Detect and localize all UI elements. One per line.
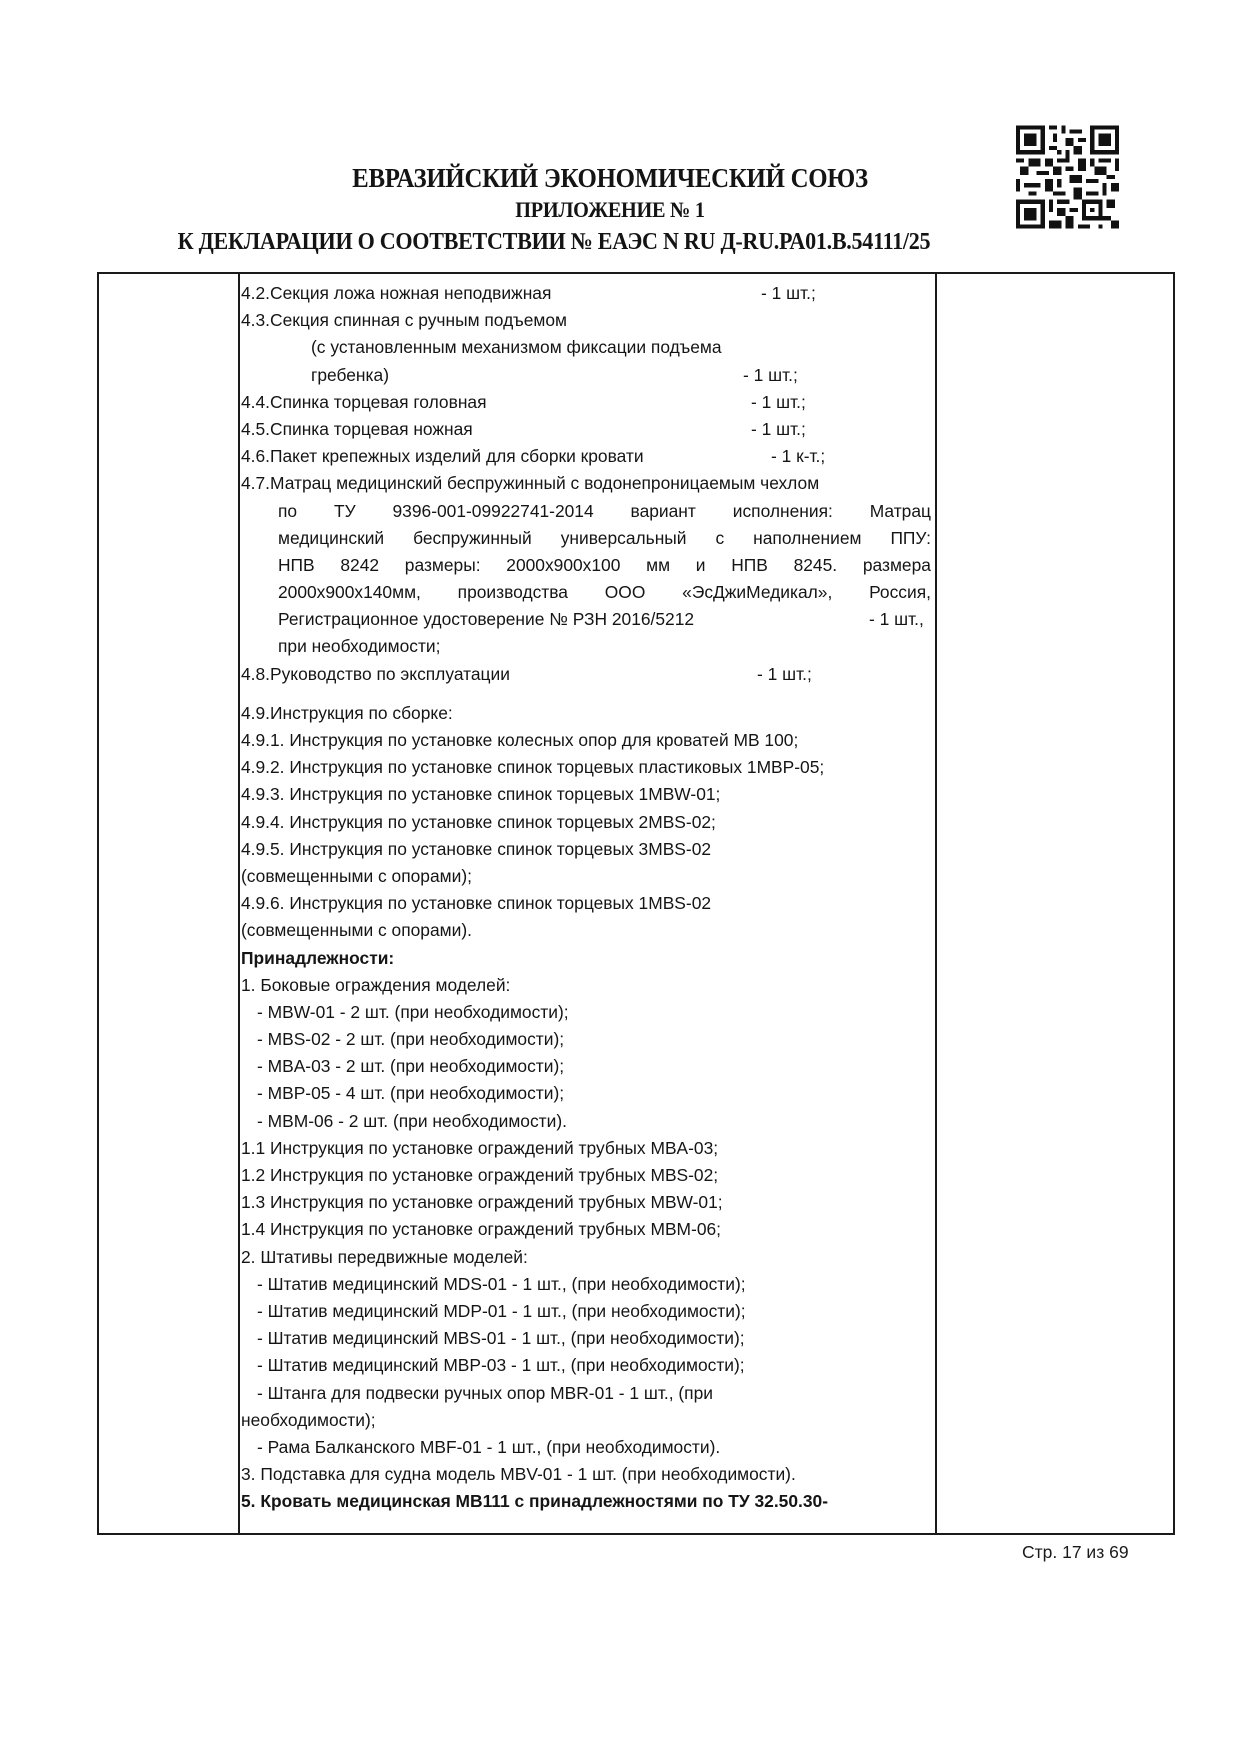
page-number: Стр. 17 из 69: [1022, 1542, 1129, 1562]
list-item-4-6: [241, 443, 931, 470]
word: вариант: [630, 500, 696, 521]
list-item-4-3-continuation-2: [241, 362, 931, 389]
item-number: 4.3.: [241, 310, 271, 331]
word: наполнением: [753, 527, 862, 548]
word: беспружинный: [413, 527, 532, 548]
item-number: 4.4.: [241, 391, 271, 412]
item-number: 4.7.: [241, 473, 271, 494]
rail-instruction-item: 1.2 Инструкция по установке ограждений трубных MBS-02;: [241, 1165, 719, 1185]
list-item-4-2: [241, 280, 931, 307]
item-text: Пакет крепежных изделий для сборки кровати: [270, 446, 644, 467]
rail-instruction-item: 1.1 Инструкция по установке ограждений трубных MBA-03;: [241, 1137, 719, 1158]
word: 8242: [340, 554, 380, 575]
list-item-4-7-line-4: [241, 552, 931, 579]
item-text: гребенка): [311, 364, 389, 385]
item-number: 4.2.: [241, 283, 271, 303]
side-rails-heading: 1. Боковые ограждения моделей:: [241, 974, 511, 995]
word: «ЭсДжиМедикал»,: [682, 582, 833, 603]
item-number: 4.5.: [241, 418, 271, 439]
side-rail-item: - MBA-03 - 2 шт. (при необходимости);: [257, 1056, 565, 1077]
stand-item: - Штатив медицинский MBP-03 - 1 шт., (при необходимости);: [257, 1355, 745, 1376]
word: медицинский: [278, 527, 385, 548]
word: производства: [457, 582, 568, 603]
list-item-4-4: [241, 389, 931, 416]
header-declaration-number: К ДЕКЛАРАЦИИ О СООТВЕТСТВИИ № ЕАЭС N RU Д-RU.РА01.В.54111/25: [177, 229, 931, 255]
list-item-4-9-6-continuation: (совмещенными с опорами).: [241, 920, 472, 941]
item-text: Спинка торцевая ножная: [270, 418, 473, 439]
word: ТУ: [333, 500, 356, 521]
header-union-title: ЕВРАЗИЙСКИЙ ЭКОНОМИЧЕСКИЙ СОЮЗ: [352, 163, 868, 193]
table-content-cell: [241, 280, 931, 1515]
rail-instruction-item: 1.4 Инструкция по установке ограждений трубных MBM-06;: [241, 1219, 721, 1240]
word: 2000х900х100: [506, 554, 621, 575]
column-divider-left: [238, 274, 240, 1533]
item-text: Секция ложа ножная неподвижная: [270, 283, 552, 303]
list-item-4-7-line-7: при необходимости;: [278, 636, 441, 657]
word: Матрац: [869, 500, 931, 521]
qr-code-icon: [1016, 123, 1119, 231]
word: размеры:: [404, 554, 481, 575]
item-text: Руководство по эксплуатации: [270, 663, 510, 684]
word: мм: [646, 554, 671, 575]
word: по: [278, 500, 298, 521]
list-item-4-9: [241, 700, 931, 727]
stand-item: - Штатив медицинский MDS-01 - 1 шт., (при необходимости);: [257, 1273, 746, 1294]
item-number: 4.9.: [241, 702, 271, 723]
word: НПВ: [278, 554, 315, 575]
list-item-4-5: [241, 416, 931, 443]
word: и: [695, 554, 706, 575]
word: ООО: [604, 582, 646, 603]
contents-table: [97, 272, 1175, 1535]
list-item-4-9-4: 4.9.4. Инструкция по установке спинок торцевых 2MBS-02;: [241, 811, 716, 832]
rail-instruction-item: 1.3 Инструкция по установке ограждений трубных MBW-01;: [241, 1192, 723, 1213]
item-quantity: - 1 шт.;: [751, 418, 806, 439]
list-item-4-9-5-continuation: (совмещенными с опорами);: [241, 865, 472, 886]
list-item-4-9-1: 4.9.1. Инструкция по установке колесных опор для кроватей МВ 100;: [241, 730, 799, 750]
bedpan-stand-item: 3. Подставка для судна модель MBV-01 - 1 шт. (при необходимости).: [241, 1464, 796, 1485]
word: 2000х900х140мм,: [278, 582, 421, 603]
item-number: 4.8.: [241, 663, 271, 684]
item-number: 4.6.: [241, 446, 271, 467]
word: Россия,: [869, 582, 931, 603]
word: исполнения:: [732, 500, 833, 521]
list-item-4-3: [241, 307, 931, 334]
word: 8245.: [793, 554, 838, 575]
item-text: Матрац медицинский беспружинный с водонепроницаемым чехлом: [270, 473, 820, 494]
item-text: Инструкция по сборке:: [270, 702, 453, 723]
side-rail-item: - MBS-02 - 2 шт. (при необходимости);: [257, 1029, 565, 1050]
spacer: [241, 688, 931, 700]
word: размера: [862, 554, 931, 575]
side-rail-item: - MBP-05 - 4 шт. (при необходимости);: [257, 1083, 565, 1104]
list-item-4-7-line-3: [241, 525, 931, 552]
item-text: Регистрационное удостоверение № РЗН 2016/5212: [278, 609, 695, 630]
list-item-4-9-6: 4.9.6. Инструкция по установке спинок торцевых 1MBS-02: [241, 893, 712, 914]
header-appendix-title: ПРИЛОЖЕНИЕ № 1: [515, 197, 705, 222]
word: ППУ:: [890, 527, 931, 548]
bar-item: - Штанга для подвески ручных опор MBR-01 - 1 шт., (при: [257, 1382, 713, 1403]
next-product-heading: 5. Кровать медицинская МВ111 с принадлежностями по ТУ 32.50.30-: [241, 1491, 828, 1512]
word: 9396-001-09922741-2014: [392, 500, 594, 521]
list-item-4-9-2: 4.9.2. Инструкция по установке спинок торцевых пластиковых 1MBP-05;: [241, 757, 825, 778]
balkan-frame-item: - Рама Балканского MBF-01 - 1 шт., (при необходимости).: [257, 1436, 721, 1457]
stand-item: - Штатив медицинский MBS-01 - 1 шт., (при необходимости);: [257, 1328, 745, 1349]
item-quantity: - 1 шт.;: [751, 391, 806, 412]
word: универсальный: [560, 527, 687, 548]
list-item-4-8: [241, 661, 931, 688]
list-item-4-7-line-5: [241, 579, 931, 606]
list-item-4-7-line-6: [241, 606, 931, 633]
item-quantity: - 1 шт.,: [869, 609, 924, 630]
list-item-4-7: [241, 470, 931, 497]
item-quantity: - 1 шт.;: [761, 283, 816, 303]
list-item-4-7-line-2: [241, 498, 931, 525]
item-text: Спинка торцевая головная: [270, 391, 487, 412]
side-rail-item: - MBW-01 - 2 шт. (при необходимости);: [257, 1001, 569, 1022]
item-quantity: - 1 шт.;: [757, 663, 812, 684]
accessories-heading: Принадлежности:: [241, 947, 395, 968]
item-quantity: - 1 шт.;: [743, 364, 798, 385]
list-item-4-9-3: 4.9.3. Инструкция по установке спинок торцевых 1MBW-01;: [241, 784, 721, 805]
side-rail-item: - MBM-06 - 2 шт. (при необходимости).: [257, 1110, 567, 1131]
stands-heading: 2. Штативы передвижные моделей:: [241, 1246, 528, 1267]
word: НПВ: [731, 554, 768, 575]
item-text: Секция спинная с ручным подъемом: [270, 310, 567, 331]
item-quantity: - 1 к-т.;: [771, 446, 826, 467]
stand-item: - Штатив медицинский MDP-01 - 1 шт., (при необходимости);: [257, 1300, 746, 1321]
word: с: [715, 527, 725, 548]
list-item-4-3-continuation: (с установленным механизмом фиксации подъема: [311, 337, 722, 358]
column-divider-right: [935, 274, 937, 1533]
list-item-4-9-5: 4.9.5. Инструкция по установке спинок торцевых 3MBS-02: [241, 838, 712, 859]
bar-item-continuation: необходимости);: [241, 1409, 376, 1430]
